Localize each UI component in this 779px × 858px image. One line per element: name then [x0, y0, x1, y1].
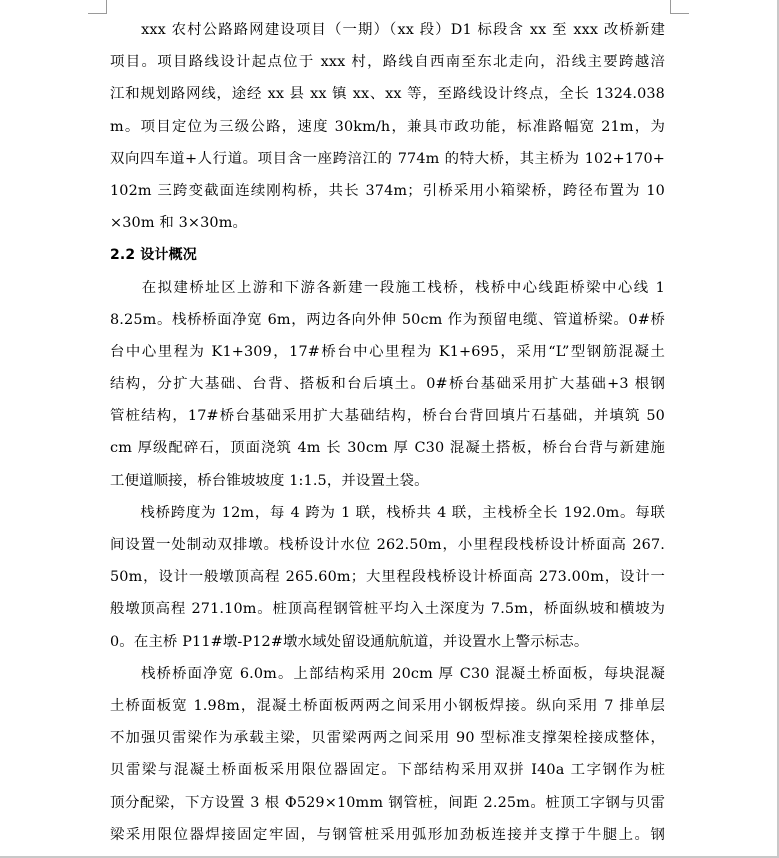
text-line: 在拟建桥址区上游和下游各新建一段施工栈桥，栈桥中心线距桥梁中心线 1	[110, 279, 665, 296]
text-line: ×30m 和 3×30m。	[110, 215, 248, 232]
text-line: xxx 农村公路路网建设项目（一期）（xx 段）D1 标段含 xx 至 xxx 改桥新建	[110, 22, 665, 38]
heading-text: 2.2 设计概况	[110, 247, 197, 264]
text-line: 间设置一处制动双排墩。栈桥设计水位 262.50m，小里程段栈桥设计桥面高 267.	[110, 537, 665, 553]
text-line: 贝雷梁与混凝土桥面板采用限位器固定。下部结构采用双拼 I40a 工字钢作为桩	[110, 762, 665, 779]
text-line: 8.25m。栈桥桥面净宽 6m，两边各向外伸 50cm 作为预留电缆、管道桥梁。0#桥	[110, 311, 665, 328]
text-line: 工便道顺接，桥台锥坡坡度 1:1.5，并设置土袋。	[110, 472, 429, 489]
text-line: 台中心里程为 K1+309，17#桥台中心里程为 K1+695，采用“L”型钢筋混凝土	[110, 343, 665, 360]
paragraph	[110, 272, 665, 497]
text-line: cm 厚级配碎石，顶面浇筑 4m 长 30cm 厚 C30 混凝土搭板，桥台台背与新建施	[110, 440, 665, 457]
text-line: 管桩结构，17#桥台基础采用扩大基础结构，桥台台背回填片石基础，并填筑 50	[110, 408, 665, 425]
document-body	[110, 14, 665, 851]
paragraph	[110, 14, 665, 239]
text-line: 项目。项目路线设计起点位于 xxx 村，路线自西南至东北走向，沿线主要跨越涪	[110, 54, 665, 71]
margin-corner-mark	[88, 0, 107, 14]
text-line: 102m 三跨变截面连续刚构桥，共长 374m；引桥采用小箱梁桥，跨径布置为 10	[110, 182, 665, 199]
text-line: 般墩顶高程 271.10m。桩顶高程钢管桩平均入土深度为 7.5m，桥面纵坡和横坡为	[110, 601, 665, 618]
text-line: 50m，设计一般墩顶高程 265.60m；大里程段栈桥设计桥面高 273.00m，设计一	[110, 569, 665, 586]
margin-corner-mark	[670, 0, 689, 14]
text-line: 结构，分扩大基础、台背、搭板和台后填土。0#桥台基础采用扩大基础+3 根钢	[110, 376, 665, 393]
text-line: 顶分配梁，下方设置 3 根 Φ529×10mm 钢管桩，间距 2.25m。桩顶工字钢与贝雷	[110, 794, 665, 811]
text-line: 栈桥跨度为 12m，每 4 跨为 1 联，栈桥共 4 联，主栈桥全长 192.0m。每联	[110, 504, 665, 521]
section-heading	[110, 239, 665, 271]
text-line: 0。在主桥 P11#墩-P12#墩水域处留设通航航道，并设置水上警示标志。	[110, 633, 589, 650]
text-line: 江和规划路网线，途经 xx 县 xx 镇 xx、xx 等，至路线设计终点，全长 1324.038	[110, 86, 665, 103]
text-line: 双向四车道+人行道。项目含一座跨涪江的 774m 的特大桥，其主桥为 102+170+	[110, 150, 665, 167]
text-line: 栈桥桥面净宽 6.0m。上部结构采用 20cm 厚 C30 混凝土桥面板，每块混凝	[110, 665, 665, 682]
text-line: 土桥面板宽 1.98m，混凝土桥面板两两之间采用小钢板焊接。纵向采用 7 排单层	[110, 697, 665, 714]
text-line: 梁采用限位器焊接固定牢固，与钢管桩采用弧形加劲板连接并支撑于牛腿上。钢	[110, 826, 665, 843]
text-line: 不加强贝雷梁作为承载主梁，贝雷梁两两之间采用 90 型标准支撑架栓接成整体，	[110, 730, 665, 747]
paragraph	[110, 658, 665, 851]
paragraph	[110, 497, 665, 658]
text-line: m。项目定位为三级公路，速度 30km/h，兼具市政功能，标准路幅宽 21m，为	[110, 118, 665, 135]
